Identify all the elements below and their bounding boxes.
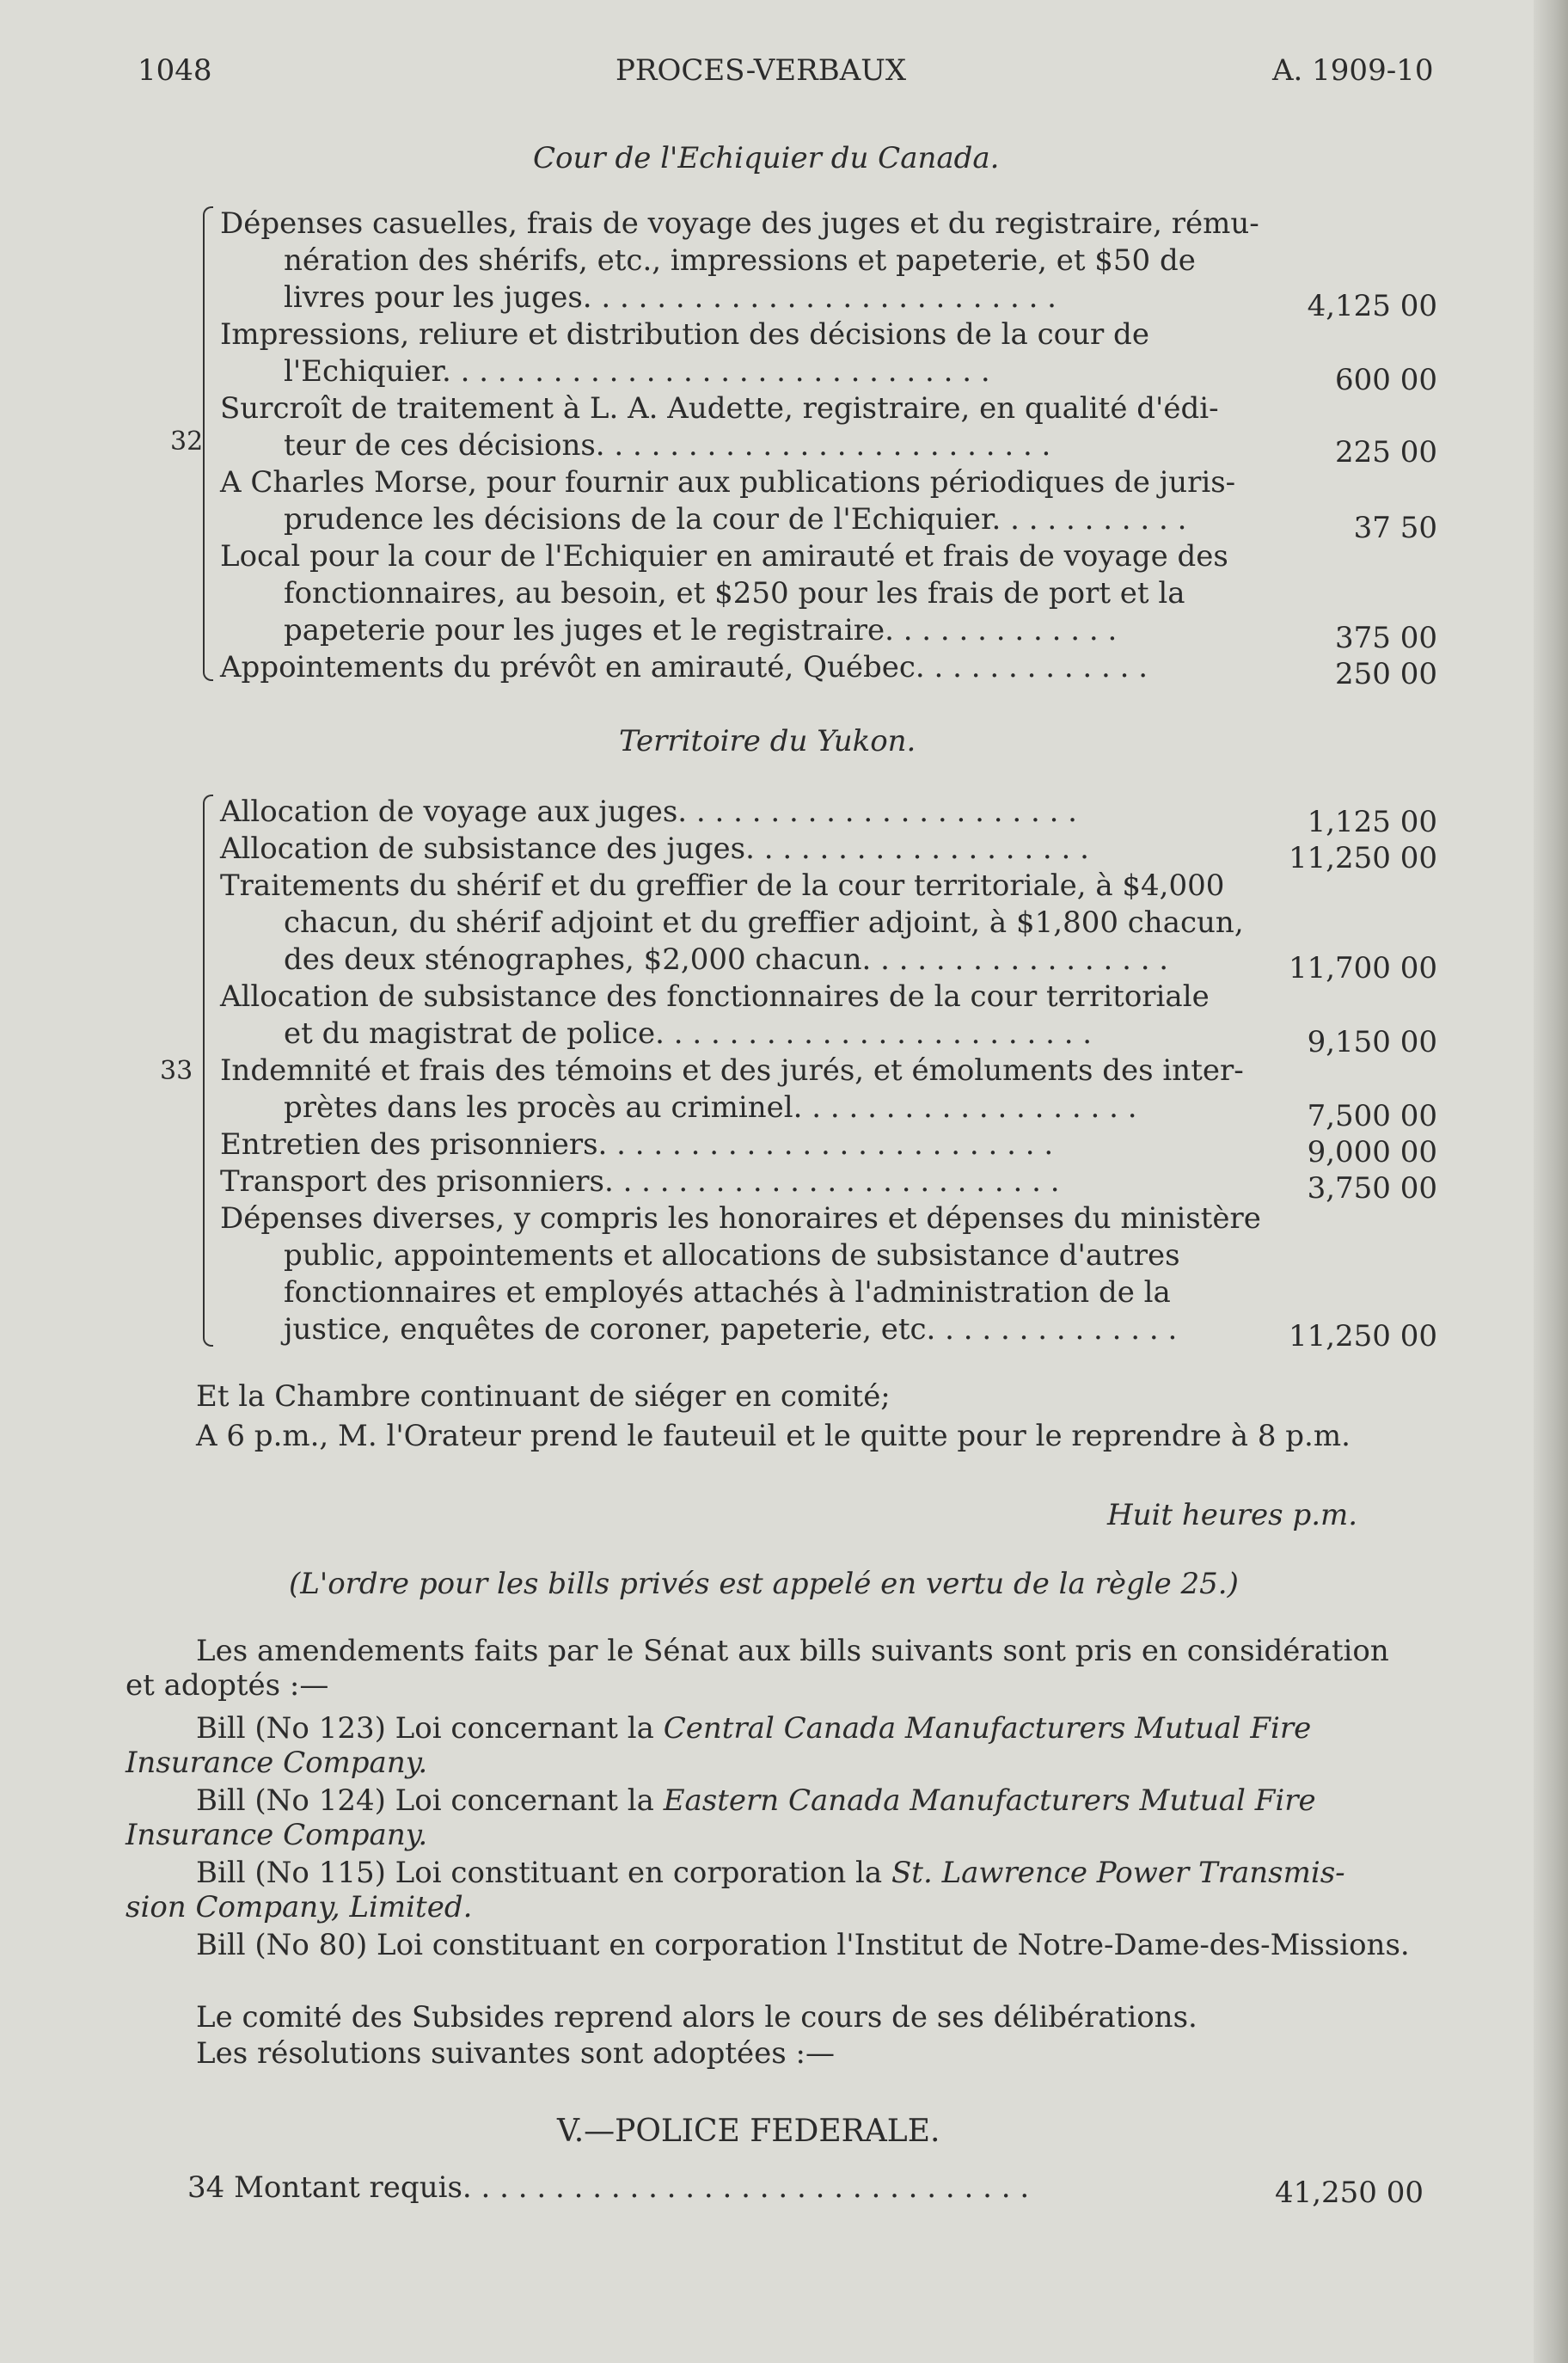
amount: 7,500 00 bbox=[1307, 1099, 1437, 1133]
bill-entry: sion Company, Limited. bbox=[126, 1890, 473, 1924]
yukon-line: Entretien des prisonniers. . . . . . . . . . . . . . . . . . . . . . . . . bbox=[220, 1127, 1054, 1162]
exchequer-line: papeterie pour les juges et le registraire. . . . . . . . . . . . . bbox=[284, 613, 1118, 648]
section-title-exchequer: Cour de l'Echiquier du Canada. bbox=[533, 141, 1000, 175]
exchequer-line: Surcroît de traitement à L. A. Audette, registraire, en qualité d'édi- bbox=[220, 391, 1219, 426]
paragraph: Les amendements faits par le Sénat aux bills suivants sont pris en considération bbox=[196, 1634, 1389, 1668]
yukon-line: Allocation de voyage aux juges. . . . . . . . . . . . . . . . . . . . . . bbox=[220, 795, 1077, 829]
item-number-32: 32 bbox=[170, 427, 204, 457]
yukon-line: prètes dans les procès au criminel. . . . . . . . . . . . . . . . . . . bbox=[284, 1090, 1137, 1125]
amount: 4,125 00 bbox=[1307, 289, 1437, 323]
order-note: (L'ordre pour les bills privés est appelé en vertu de la règle 25.) bbox=[289, 1567, 1239, 1601]
yukon-line: et du magistrat de police. . . . . . . . . . . . . . . . . . . . . . . . bbox=[284, 1016, 1093, 1051]
yukon-line: Dépenses diverses, y compris les honoraires et dépenses du ministère bbox=[220, 1201, 1261, 1236]
yukon-line: Transport des prisonniers. . . . . . . . . . . . . . . . . . . . . . . . . bbox=[220, 1164, 1060, 1199]
exchequer-line: teur de ces décisions. . . . . . . . . . . . . . . . . . . . . . . . . bbox=[284, 428, 1051, 463]
exchequer-line: A Charles Morse, pour fournir aux publications périodiques de juris- bbox=[220, 465, 1236, 500]
yukon-line: public, appointements et allocations de subsistance d'autres bbox=[284, 1238, 1180, 1273]
amount: 3,750 00 bbox=[1307, 1171, 1437, 1206]
time-heading: Huit heures p.m. bbox=[1107, 1498, 1358, 1532]
bill-entry: Bill (No 124) Loi concernant la Eastern Canada Manufacturers Mutual Fire bbox=[196, 1783, 1316, 1818]
section-title-yukon: Territoire du Yukon. bbox=[619, 724, 916, 758]
amount: 250 00 bbox=[1335, 657, 1437, 691]
police-line: 34 Montant requis. . . . . . . . . . . . . . . . . . . . . . . . . . . . . . . bbox=[187, 2170, 1030, 2205]
bill-entry: Insurance Company. bbox=[126, 1746, 428, 1780]
police-amount: 41,250 00 bbox=[1274, 2176, 1424, 2210]
exchequer-line: Local pour la cour de l'Echiquier en amirauté et frais de voyage des bbox=[220, 539, 1228, 574]
exchequer-line: l'Echiquier. . . . . . . . . . . . . . . . . . . . . . . . . . . . . . bbox=[284, 354, 990, 389]
bill-entry: Bill (No 123) Loi concernant la Central Canada Manufacturers Mutual Fire bbox=[196, 1711, 1312, 1746]
exchequer-line: livres pour les juges. . . . . . . . . . . . . . . . . . . . . . . . . . bbox=[284, 280, 1057, 315]
exchequer-line: fonctionnaires, au besoin, et $250 pour les frais de port et la bbox=[284, 576, 1185, 611]
amount: 9,150 00 bbox=[1307, 1025, 1437, 1059]
page-edge bbox=[1534, 0, 1568, 2363]
exchequer-line: Dépenses casuelles, frais de voyage des juges et du registraire, rému- bbox=[220, 206, 1259, 241]
year-label: A. 1909-10 bbox=[1272, 53, 1434, 88]
brace-32 bbox=[203, 206, 213, 681]
amount: 225 00 bbox=[1335, 435, 1437, 470]
amount: 1,125 00 bbox=[1307, 805, 1437, 839]
yukon-line: chacun, du shérif adjoint et du greffier adjoint, à $1,800 chacun, bbox=[284, 905, 1244, 940]
paragraph: A 6 p.m., M. l'Orateur prend le fauteuil et le quitte pour le reprendre à 8 p.m. bbox=[196, 1419, 1351, 1453]
yukon-line: justice, enquêtes de coroner, papeterie, etc. . . . . . . . . . . . . . bbox=[284, 1312, 1178, 1347]
police-title: V.—POLICE FEDERALE. bbox=[557, 2114, 940, 2149]
exchequer-line: Appointements du prévôt en amirauté, Québec. . . . . . . . . . . . . bbox=[220, 650, 1148, 684]
paragraph: Le comité des Subsides reprend alors le cours de ses délibérations. bbox=[196, 2000, 1197, 2035]
paragraph: Les résolutions suivantes sont adoptées :— bbox=[196, 2036, 835, 2071]
exchequer-line: Impressions, reliure et distribution des décisions de la cour de bbox=[220, 317, 1149, 352]
bill-entry: Bill (No 80) Loi constituant en corporation l'Institut de Notre-Dame-des-Missions. bbox=[196, 1928, 1410, 1962]
amount: 600 00 bbox=[1335, 363, 1437, 397]
yukon-line: des deux sténographes, $2,000 chacun. . . . . . . . . . . . . . . . . bbox=[284, 942, 1169, 977]
amount: 11,250 00 bbox=[1288, 1319, 1437, 1353]
yukon-line: fonctionnaires et employés attachés à l'administration de la bbox=[284, 1275, 1171, 1310]
yukon-line: Allocation de subsistance des fonctionnaires de la cour territoriale bbox=[220, 979, 1210, 1014]
amount: 11,250 00 bbox=[1288, 841, 1437, 875]
bill-entry: Bill (No 115) Loi constituant en corporation la St. Lawrence Power Transmis- bbox=[196, 1856, 1345, 1890]
paragraph: et adoptés :— bbox=[126, 1668, 329, 1703]
item-number-33: 33 bbox=[160, 1056, 193, 1086]
amount: 37 50 bbox=[1353, 511, 1437, 545]
yukon-line: Traitements du shérif et du greffier de la cour territoriale, à $4,000 bbox=[220, 868, 1225, 903]
brace-33 bbox=[203, 795, 213, 1347]
amount: 375 00 bbox=[1335, 621, 1437, 655]
page-number: 1048 bbox=[138, 53, 212, 88]
amount: 9,000 00 bbox=[1307, 1135, 1437, 1169]
exchequer-line: nération des shérifs, etc., impressions et papeterie, et $50 de bbox=[284, 243, 1196, 278]
amount: 11,700 00 bbox=[1288, 951, 1437, 985]
running-title: PROCES-VERBAUX bbox=[616, 53, 907, 88]
yukon-line: Indemnité et frais des témoins et des jurés, et émoluments des inter- bbox=[220, 1053, 1244, 1088]
bill-entry: Insurance Company. bbox=[126, 1818, 428, 1852]
exchequer-line: prudence les décisions de la cour de l'Echiquier. . . . . . . . . . . bbox=[284, 502, 1187, 537]
paragraph: Et la Chambre continuant de siéger en comité; bbox=[196, 1379, 891, 1414]
yukon-line: Allocation de subsistance des juges. . . . . . . . . . . . . . . . . . . bbox=[220, 832, 1089, 866]
